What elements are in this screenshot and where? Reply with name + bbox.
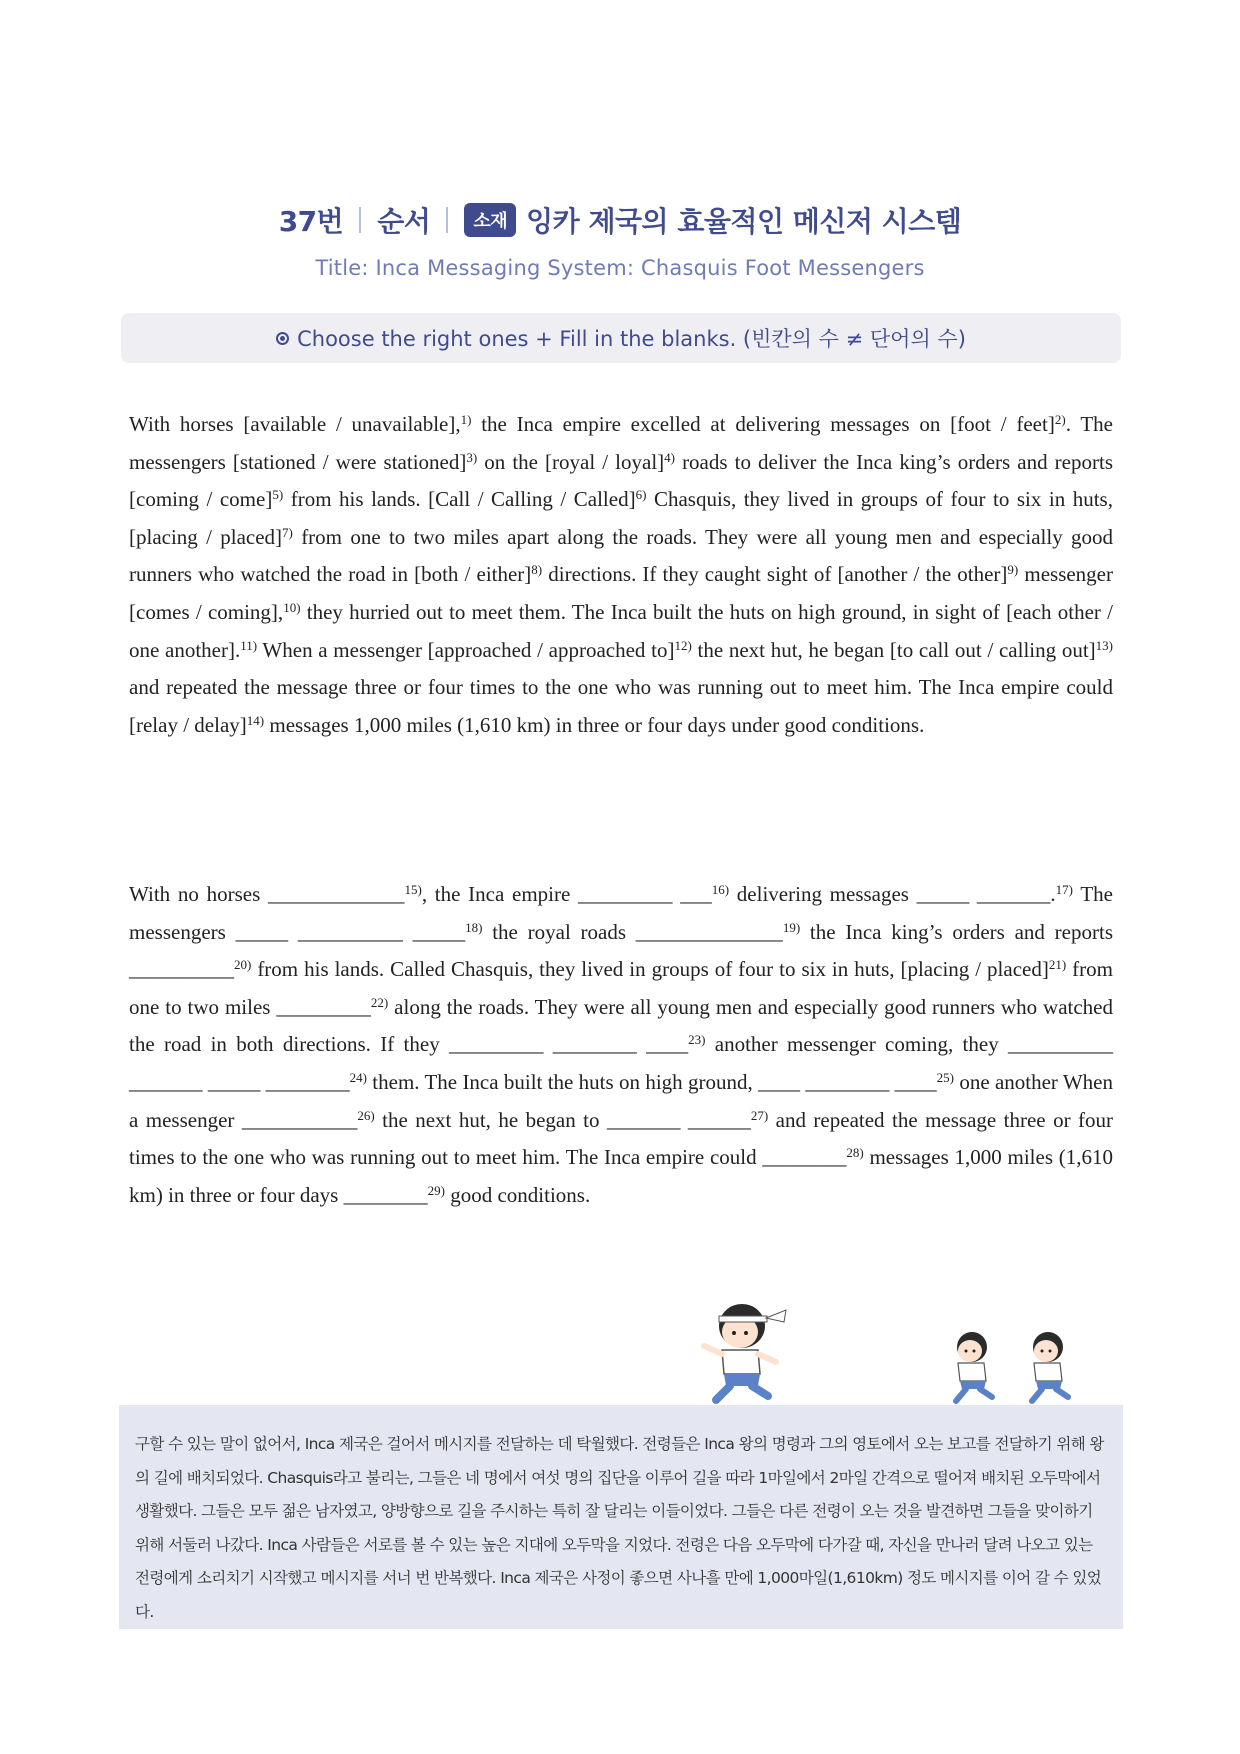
passage-segment: With horses [available / unavailable], bbox=[129, 412, 461, 436]
item-number: 12) bbox=[674, 637, 692, 653]
page-header bbox=[0, 200, 1240, 280]
item-number: 25) bbox=[936, 1069, 954, 1085]
passage-segment: delivering messages _____ _______. bbox=[729, 882, 1056, 906]
passage-blanks bbox=[129, 876, 1113, 1214]
passage-segment: messenger [comes / coming], bbox=[129, 562, 1113, 624]
item-number: 1) bbox=[460, 412, 472, 427]
passage-segment: messages 1,000 miles (1,610 km) in three or four days ________ bbox=[129, 1145, 1113, 1207]
instruction-box bbox=[121, 313, 1121, 363]
item-number: 24) bbox=[349, 1069, 367, 1085]
item-number: 18) bbox=[465, 919, 483, 935]
passage-segment: along the roads. They were all young men and especially good runners who watched the road in both directions. If they _________ ________ ____ bbox=[129, 994, 1113, 1057]
passage-segment: from one to two miles apart along the roads. They were all young men and especially good runners who watched the road in [both / either] bbox=[129, 524, 1114, 587]
item-number: 23) bbox=[688, 1032, 706, 1048]
title-line bbox=[0, 200, 1240, 240]
passage-segment: from his lands. Called Chasquis, they lived in groups of four to six in huts, [placing / placed] bbox=[251, 957, 1049, 982]
topic-title: 잉카 제국의 효율적인 메신저 시스템 bbox=[526, 205, 962, 238]
item-number: 13) bbox=[1095, 637, 1113, 653]
topic-badge: 소재 bbox=[464, 203, 516, 237]
item-number: 2) bbox=[1054, 412, 1066, 427]
item-number: 8) bbox=[531, 562, 543, 578]
passage-segment: the Inca empire excelled at delivering messages on [foot / feet] bbox=[471, 412, 1055, 436]
item-number: 22) bbox=[370, 994, 389, 1010]
passage-segment: good conditions. bbox=[444, 1182, 591, 1207]
passage-segment: The messengers _____ __________ _____ bbox=[129, 882, 1114, 944]
passage-segment: the royal roads ______________ bbox=[482, 919, 783, 944]
question-category: 순서 bbox=[377, 205, 431, 238]
item-number: 27) bbox=[750, 1107, 769, 1123]
passage-segment: the next hut, he began [to call out / calling out] bbox=[691, 637, 1096, 662]
instruction-text: Choose the right ones + Fill in the blanks. (빈칸의 수 ≠ 단어의 수) bbox=[297, 327, 966, 351]
passage-segment: they hurried out to meet them. The Inca built the huts on high ground, in sight of [each other / one another]. bbox=[129, 599, 1113, 662]
divider bbox=[446, 207, 448, 233]
passage-segment: roads to deliver the Inca king’s orders and reports [coming / come] bbox=[129, 449, 1113, 512]
passage-segment: directions. If they caught sight of [another / the other] bbox=[542, 562, 1008, 587]
runner-small-icon bbox=[944, 1327, 1006, 1407]
passage-segment: another messenger coming, they __________ _______ _____ ________ bbox=[129, 1032, 1114, 1094]
item-number: 17) bbox=[1055, 882, 1074, 897]
item-number: 4) bbox=[664, 449, 675, 465]
passage-segment: from one to two miles _________ bbox=[129, 957, 1113, 1019]
passage-segment: and repeated the message three or four times to the one who was running out to meet him. The Inca empire could [relay / delay] bbox=[129, 675, 1113, 737]
passage-segment: on the [royal / loyal] bbox=[477, 449, 665, 474]
passage-segment: . The messengers [stationed / were stationed] bbox=[129, 412, 1113, 474]
passage-segment: , the Inca empire _________ ___ bbox=[421, 882, 712, 906]
item-number: 21) bbox=[1048, 957, 1067, 973]
item-number: 14) bbox=[246, 712, 265, 728]
passage-segment: from his lands. [Call / Calling / Called] bbox=[283, 487, 636, 512]
item-number: 5) bbox=[272, 487, 284, 503]
item-number: 29) bbox=[427, 1182, 445, 1198]
passage-segment: them. The Inca built the huts on high ground, ____ ________ ____ bbox=[366, 1069, 937, 1094]
passage-segment: Chasquis, they lived in groups of four to six in huts, [placing / placed] bbox=[129, 487, 1113, 549]
passage-segment: With no horses _____________ bbox=[129, 882, 405, 906]
passage-segment: the next hut, he began to _______ ______ bbox=[374, 1107, 751, 1132]
bullet-icon bbox=[276, 332, 289, 345]
item-number: 19) bbox=[782, 919, 801, 935]
passage-choose bbox=[129, 406, 1113, 744]
runner-boy-icon bbox=[694, 1296, 794, 1408]
passage-segment: one another When a messenger ___________ bbox=[129, 1069, 1113, 1132]
runner-small-icon bbox=[1020, 1327, 1082, 1407]
korean-translation: 구할 수 있는 말이 없어서, Inca 제국은 걸어서 메시지를 전달하는 데 탁월했다. 전령들은 Inca 왕의 명령과 그의 영토에서 오는 보고를 전달하기 위해 왕의 길에 배치되었다. Chasquis라고 불리는, 그들은 네 명에서 여섯 명의 집단을 이루어 길을 따라 1마일에서 2마일 간격으로 떨어져 배치된 오두막에서 생활했다. 그들은 모두 젊은 남자였고, 양방향으로 길을 주시하는 특히 잘 달리는 이들이었다. 그들은 다른 전령이 오는 것을 발견하면 그들을 맞이하기 위해 서둘러 나갔다. Inca 사람들은 서로를 볼 수 있는 높은 지대에 오두막을 지었다. 전령은 다음 오두막에 다가갈 때, 자신을 만나러 달려 나오고 있는 전령에게 소리치기 시작했고 메시지를 서너 번 반복했다. Inca 제국은 사정이 좋으면 사나흘 만에 1,000마일(1,610km) 정도 메시지를 이어 갈 수 있었다. bbox=[119, 1405, 1123, 1629]
item-number: 20) bbox=[234, 957, 252, 973]
item-number: 10) bbox=[283, 599, 301, 615]
question-number: 37번 bbox=[278, 205, 344, 238]
divider bbox=[359, 207, 361, 233]
item-number: 26) bbox=[357, 1107, 375, 1123]
item-number: 9) bbox=[1007, 562, 1019, 578]
passage-segment: messages 1,000 miles (1,610 km) in three or four days under good conditions. bbox=[264, 712, 925, 737]
item-number: 3) bbox=[466, 449, 478, 465]
item-number: 6) bbox=[635, 487, 647, 503]
passage-segment: When a messenger [approached / approached to] bbox=[257, 637, 675, 662]
passage-title: Title: Inca Messaging System: Chasquis Foot Messengers bbox=[315, 256, 925, 280]
passage-segment: the Inca king’s orders and reports __________ bbox=[129, 919, 1113, 982]
item-number: 28) bbox=[846, 1145, 864, 1161]
passage-segment: and repeated the message three or four times to the one who was running out to meet him. The Inca empire could ________ bbox=[129, 1107, 1113, 1170]
item-number: 7) bbox=[282, 524, 293, 540]
item-number: 15) bbox=[404, 882, 422, 897]
item-number: 11) bbox=[240, 637, 258, 653]
item-number: 16) bbox=[711, 882, 730, 897]
